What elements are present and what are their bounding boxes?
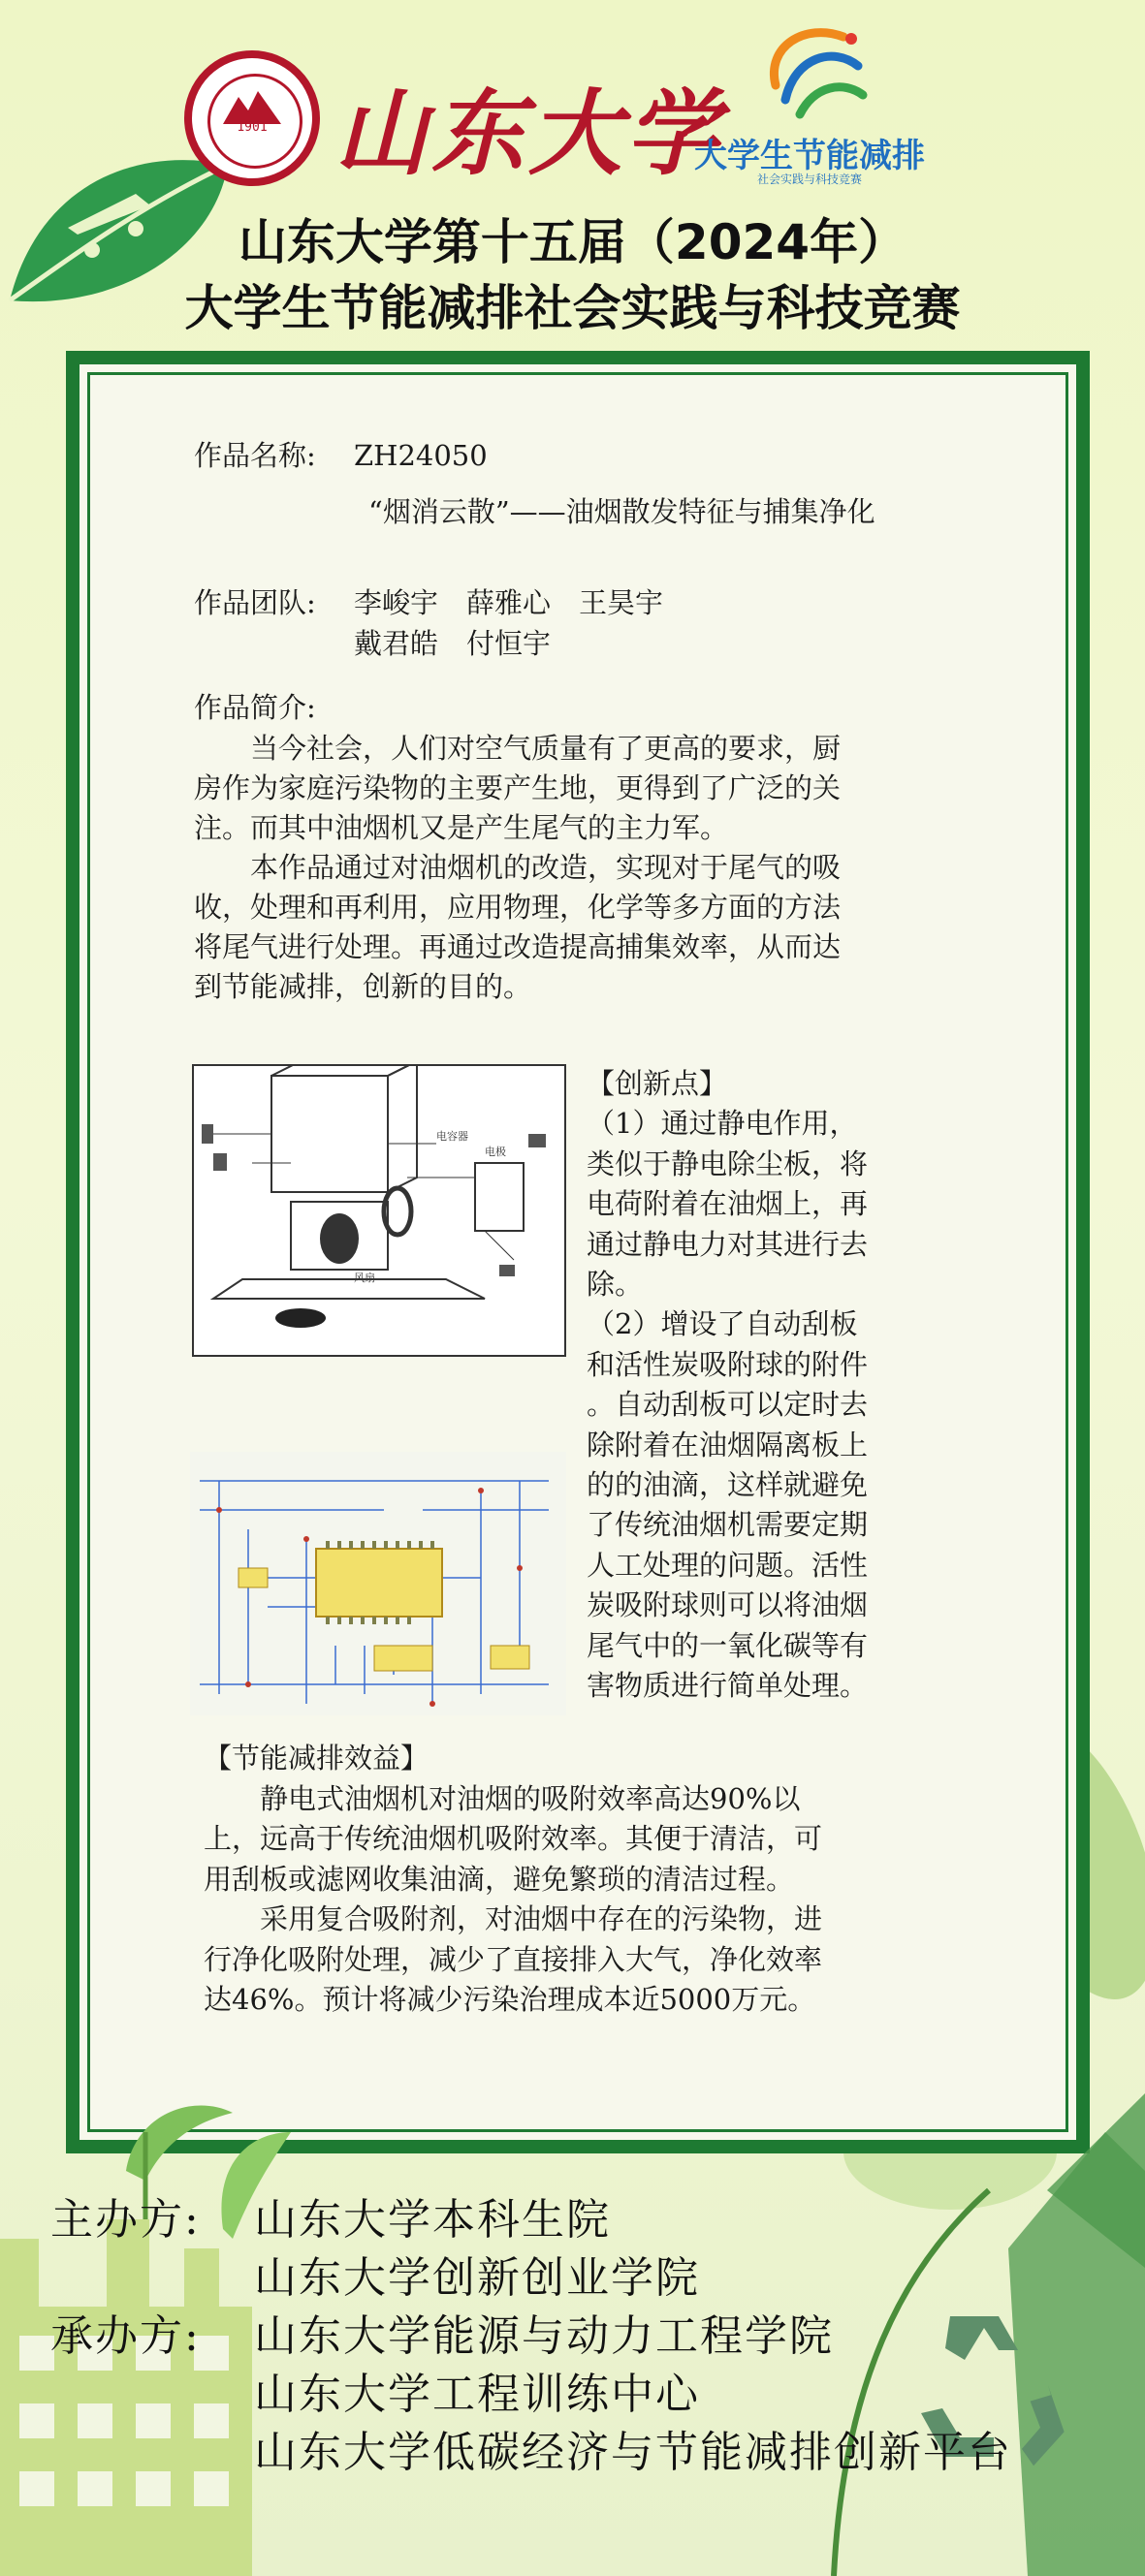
circuit-schematic [190,1452,566,1715]
benefit-line: 达46%。预计将减少污染治理成本近5000万元。 [204,1983,816,2016]
innovation-line: 电荷附着在油烟上，再 [587,1187,869,1221]
undertake-label: 承办方: [50,2311,201,2361]
innovation-line: 类似于静电除尘板，将 [587,1147,869,1180]
innovation-line: （1）通过静电作用， [587,1107,858,1141]
innovation-line: 尾气中的一氧化碳等有 [587,1628,869,1662]
intro-line: 到节能减排，创新的目的。 [194,970,532,1003]
innovation-line: 通过静电力对其进行去 [587,1227,869,1261]
benefit-line: 采用复合吸附剂，对油烟中存在的污染物，进 [204,1902,823,1935]
intro-line: 房作为家庭污染物的主要产生地，更得到了广泛的关 [194,771,842,804]
innovation-line: 了传统油烟机需要定期 [587,1508,869,1542]
team-members-line1: 李峻宇 薛雅心 王昊宇 [354,586,664,619]
work-name-label: 作品名称: [194,439,316,472]
poster-title-line1: 山东大学第十五届（2024年） [238,214,907,270]
diagram-label: 电极 [485,1146,506,1158]
innovation-line: 除附着在油烟隔离板上 [587,1428,869,1461]
benefit-line: 静电式油烟机对油烟的吸附效率高达90%以 [204,1781,801,1815]
benefit-line: 行净化吸附处理，减少了直接排入大气，净化效率 [204,1942,823,1976]
innovation-line: 害物质进行简单处理。 [587,1669,869,1703]
intro-line: 当今社会，人们对空气质量有了更高的要求，厨 [194,732,842,765]
innovation-line: 。自动刮板可以定时去 [587,1388,869,1422]
organizers [0,2161,1145,2576]
diagram-label: 电容器 [436,1130,468,1143]
poster-title-line2: 大学生节能减排社会实践与科技竞赛 [184,280,961,336]
innovation-line: 炭吸附球则可以将油烟 [587,1588,869,1622]
range-hood-diagram [192,1064,566,1357]
swirl-logo-icon [756,17,873,129]
diagram-label: 风扇 [354,1272,375,1284]
intro-line: 将尾气进行处理。再通过改造提高捕集效率，从而达 [194,930,842,963]
eco-logo-name: 大学生节能减排 [694,137,925,175]
host-org: 山东大学本科生院 [254,2195,611,2245]
host-org: 山东大学创新创业学院 [254,2253,700,2303]
intro-line: 收，处理和再利用，应用物理，化学等多方面的方法 [194,891,842,924]
work-subtitle: “烟消云散”——油烟散发特征与捕集净化 [368,495,875,528]
benefit-line: 用刮板或滤网收集油滴，避免繁琐的清洁过程。 [204,1862,795,1896]
undertake-org: 山东大学工程训练中心 [254,2370,700,2419]
work-code: ZH24050 [354,439,488,472]
benefit-heading: 【节能减排效益】 [204,1742,429,1775]
header-logos [0,0,1145,194]
innovation-line: 和活性炭吸附球的附件 [587,1347,869,1381]
energy-saving-benefit [204,1739,950,2021]
host-label: 主办方: [50,2195,201,2245]
innovation-line: 人工处理的问题。活性 [587,1548,869,1582]
university-seal-icon [184,50,320,186]
innovation-line: （2）增设了自动刮板 [587,1307,858,1341]
innovation-line: 的的油滴，这样就避免 [587,1468,869,1502]
innovation-heading: 【创新点】 [587,1067,728,1100]
intro-line: 本作品通过对油烟机的改造，实现对于尾气的吸 [194,851,842,884]
team-label: 作品团队: [194,586,316,619]
undertake-org: 山东大学能源与动力工程学院 [254,2311,834,2361]
undertake-org: 山东大学低碳经济与节能减排创新平台 [254,2428,1012,2477]
team-members-line2: 戴君皓 付恒宇 [354,627,552,660]
eco-logo-subtitle: 社会实践与科技竞赛 [756,173,862,186]
innovation-line: 除。 [587,1268,644,1302]
intro-label: 作品简介: [194,691,316,724]
energy-saving-logo [684,17,936,187]
seal-year: 1901 [237,120,268,135]
benefit-line: 上，远高于传统油烟机吸附效率。其便于清洁，可 [204,1822,823,1855]
innovation-points [587,1064,936,1707]
university-calligraphy: 山东大学 [334,79,722,188]
intro-line: 注。而其中油烟机又是产生尾气的主力军。 [194,811,729,844]
